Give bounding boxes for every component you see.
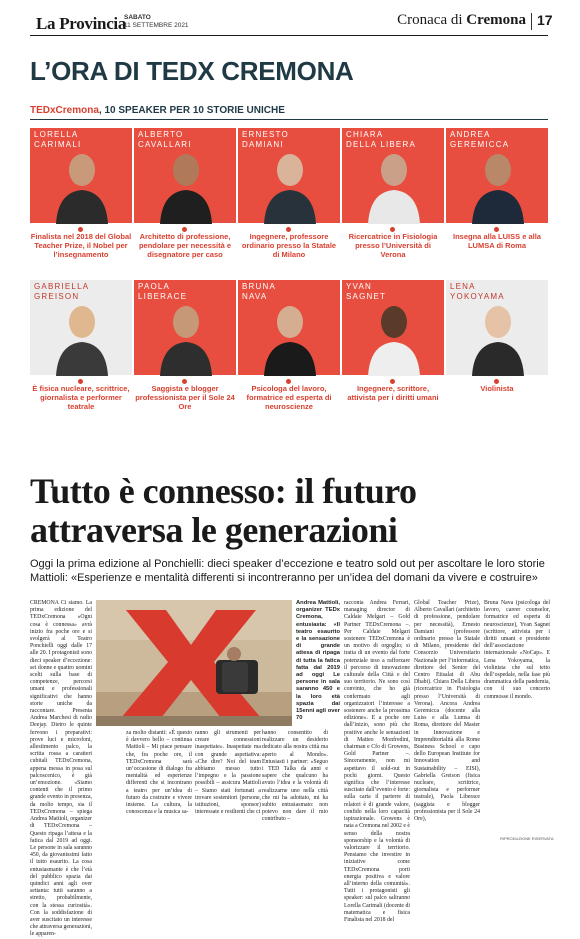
speaker-card xyxy=(446,280,548,420)
section-name xyxy=(376,12,526,29)
speaker-portrait xyxy=(364,144,424,224)
speaker-description: Violinista xyxy=(480,384,514,393)
speaker-portrait xyxy=(468,144,528,224)
speaker-portrait xyxy=(52,144,112,224)
speaker-card xyxy=(134,280,236,420)
speaker-first-name: ALBERTO xyxy=(138,130,184,139)
speaker-card xyxy=(238,280,340,420)
subtitle-rule xyxy=(30,119,548,120)
speaker-card xyxy=(342,280,444,420)
speaker-name xyxy=(136,282,189,302)
speaker-last-name: CAVALLARI xyxy=(138,140,192,149)
paper-name: La Provincia xyxy=(36,14,127,33)
feature-subtitle-rest: , 10 SPEAKER PER 10 STORIE UNICHE xyxy=(98,105,285,116)
speaker-description: Psicologa del lavoro, formatrice ed esperta di neuroscienze xyxy=(246,384,332,411)
speaker-description: Insegna alla LUISS e alla LUMSA di Roma xyxy=(453,232,541,250)
photo-caption: Andrea Mattioli, organizer TEDx Cremona, entusiasta: «Il teatro esaurito e la sensazione di grande attesa di ripaga di tutta la fatica fatta dal 2019 ad oggi Le persone in sala saranno 450 e la loro età spazia dai 15enni agli over 70 xyxy=(296,600,340,722)
speaker-portrait xyxy=(364,296,424,376)
paper-day: SABATO xyxy=(124,14,151,21)
masthead xyxy=(0,0,580,54)
speaker-description: Architetto di professione, pendolare per necessità e disegnatore per caso xyxy=(138,232,232,259)
speaker-first-name: ANDREA xyxy=(450,130,491,139)
article-deck: Oggi la prima edizione al Ponchielli: dieci speaker d’eccezione e teatro sold out per ascoltare le loro storie Mattioli: «Esperienze e mentalità differenti si incontreranno per un’idea del domani da vivere e costruire» xyxy=(30,558,545,584)
speaker-last-name: NAVA xyxy=(242,292,268,301)
stage-photo xyxy=(96,600,292,726)
speaker-card xyxy=(30,128,132,268)
speaker-description: Finalista nel 2018 del Global Teacher Prize, il Nobel per l’insegnamento xyxy=(30,232,132,259)
stage-photo-illustration xyxy=(96,600,292,726)
speaker-last-name: DELLA LIBERA xyxy=(346,140,416,149)
speaker-portrait xyxy=(156,144,216,224)
speaker-first-name: BRUNA xyxy=(242,282,277,291)
speaker-first-name: CHIARA xyxy=(346,130,384,139)
speaker-name xyxy=(240,130,291,150)
article-column-4: racconta Andrea Ferrari, managing director di Caldaie Melgari – Gold Partner TEDxCremona –. Per Caldaie Melgari sostenere TEDxCremona è un motivo di orgoglio; si tratta di un evento dal forte potenziale teso a rafforzare il percorso di innovazione culturale della Città e del suo territorio. Ne sono così convinto, che ho già confermato agli organizzatori l’interesse a sostenere anche la prossima edizione». E a poche ore dall’inizio, sono più che positive anche le sensazioni di Matteo Monfredini, chairman e Cfo di Growens, Gold Partner –. Sinceramente, non mi aspettavo il sold-out in pochi giorni. Questo significa che l’interesse suscitato dall’evento è forte: sulla carta il parterre di relatori è di grande valore, confido nella loro capacità ispirazionale. Growens è nata a Cremona nel 2002 e è senso della nostra sponsorship e la volontà di valorizzare il territorio. Pensiamo che investire in iniziative come TEDxCremona porti energia positiva e valore all’interno della comunità». Tutti i protagonisti gli speaker: sul palco saliranno Lorella Carimali (docente di matematica e fisica Finalista nel 2018 del xyxy=(344,600,410,923)
article-column-3b: hanno consentito di realizzare un desiderio dedicato alla nostra città ma aperto al Mondo». Entusiasti i partner: «Seguo i TED Talks da anni e sapere che qualcuno ha avuto l’idea e la volontà di realizzarne uno nella città che mi ha adottato, mi ha subito entusiasmato: non potevo non dare il mio contributo – xyxy=(262,730,328,823)
paper-date xyxy=(124,14,189,30)
speaker-first-name: YVAN xyxy=(346,282,372,291)
feature-title: L’ORA DI TEDX CREMONA xyxy=(30,56,354,86)
section-city: Cremona xyxy=(466,12,526,28)
speaker-description: Saggista e blogger professionista per il Sole 24 Ore xyxy=(135,384,235,411)
speaker-portrait xyxy=(260,144,320,224)
page-separator xyxy=(531,13,532,30)
paper-date-text: 11 SETTEMBRE 2021 xyxy=(124,22,189,29)
article-column-3: ranno gli strumenti per creare connessioni inaspettate». Inaspettate ma con grande aspettativa: «Che dire? Noi del team abbiamo messo tutto l’impegno e la passione possibili – assicura Mattioli – Siamo stati fortunati a trovare sostenitori (persone, istituzioni, sponsor) interessate e resilienti che ci xyxy=(195,730,261,816)
speaker-first-name: GABRIELLA xyxy=(34,282,90,291)
feature-subtitle-event: TEDxCremona xyxy=(30,105,99,116)
speaker-card xyxy=(238,128,340,268)
speaker-name xyxy=(32,282,91,302)
speaker-first-name: ERNESTO xyxy=(242,130,289,139)
speaker-name xyxy=(136,130,194,150)
speaker-description: Ricercatrice in Fisiologia presso l’Università di Verona xyxy=(348,232,438,259)
section-prefix: Cronaca di xyxy=(397,12,463,28)
speaker-last-name: CARIMALI xyxy=(34,140,82,149)
speaker-name xyxy=(344,282,388,302)
speaker-card xyxy=(342,128,444,268)
speaker-last-name: SAGNET xyxy=(346,292,387,301)
speaker-description: Ingegnere, professore ordinario presso la Statale di Milano xyxy=(241,232,337,259)
speaker-first-name: LORELLA xyxy=(34,130,79,139)
speaker-name xyxy=(240,282,278,302)
copyright-credit: RIPRODUZIONE RISERVATA xyxy=(500,836,554,841)
speaker-last-name: LIBERACE xyxy=(138,292,188,301)
speaker-last-name: GEREMICCA xyxy=(450,140,510,149)
article-column-2: za molto distanti: «È questo è davvero bello – continua Mattioli – Mi piace pensare che, fra poche ore, il TEDxCremona sarà un’occasione di dialogo fra mentalità ed esperienze differenti che si incontrano a teatro per un’idea di futuro da costruire e vivere insieme. La cultura, la conoscenza e la musica sa- xyxy=(126,730,192,816)
page-number: 17 xyxy=(537,12,553,28)
speaker-first-name: LENA xyxy=(450,282,476,291)
speaker-name xyxy=(344,130,418,150)
speaker-name xyxy=(448,282,507,302)
article-headline: Tutto è connesso: il futuro attraversa le generazioni xyxy=(30,471,417,550)
speaker-name xyxy=(32,130,83,150)
speaker-description: Ingegnere, scrittore, attivista per i diritti umani xyxy=(347,384,439,402)
speaker-portrait xyxy=(468,296,528,376)
speaker-first-name: PAOLA xyxy=(138,282,171,291)
speaker-card xyxy=(446,128,548,268)
article-column-1: CREMONA Ci siamo. La prima edizione del TEDxCremona «Ogni cosa è connessa» avrà inizio fra poche ore e si svolgerà al Teatro Ponchielli oggi dalle 17 alle 20. I protagonisti sono dieci speaker d’eccezione: sei donne e quattro uomini scelti sulla base di competenze, percorsi umani e professionali significativi che hanno storie uniche da raccontare. Presenta Andrea Marchesi di radio Deejay. Dietro le quinte fervono i preparativi: prove luci e microfoni, allestimento palco, la scritta rossa a caratteri cubitali TEDxCremona, appena messa in posa sul palcoscenico, è già un’emozione. «Siamo contenti che il primo grande evento in presenza, da molto tempo, sia il TEDxCremona – spiega Andrea Mattioli, organizer di TEDxCremona – Questo ripaga l’attesa e la fatica dal 2019 ad oggi. Le persone in sala saranno 450, da giovanissimi fatto il tutto esaurito. La cosa entusiasmante è che l’età del pubblico spazia dai quindici anni agli over settanta: tutti saranno a stretto, probabilmente, con la stessa curiosità». Con la soddisfazione di aver suscitato un interesse che attraversa generazioni, le apparen- xyxy=(30,600,92,938)
speaker-portrait xyxy=(156,296,216,376)
speaker-description: È fisica nucleare, scrittrice, giornalista e performer teatrale xyxy=(32,384,130,411)
speaker-card xyxy=(30,280,132,420)
speaker-portrait xyxy=(260,296,320,376)
speaker-name xyxy=(448,130,511,150)
speaker-last-name: GREISON xyxy=(34,292,80,301)
masthead-rule xyxy=(30,35,548,36)
article-column-6: Bruna Nava (psicologa del lavoro, career counselor, formatrice ed esperta di neuroscienze), Yvan Sagnet (scrittore, attivista per i diritti umani e presidente dell’associazione internazionale «NoCap». E Lena Yokoyama, la violinista che sul tetto dell’ospedale, nella fase più drammatica della pandemia, con il suo concerto commosse il mondo. xyxy=(484,600,550,700)
speaker-card xyxy=(134,128,236,268)
speaker-last-name: YOKOYAMA xyxy=(450,292,505,301)
article-column-5: Global Teacher Prize), Alberto Cavallari (architetto di professione, pendolare per necessità), Ernesto Damiani (professore ordinario presso la Statale di Milano, presidente del Consorzio Universitario Nazionale per l’informatica, direttore del Senior del Centro Etisalat di Abu Dhabi). Chiara Della Libera (ricercatrice in Fisiologia presso l’Università di Verona). Ancora Andrea Geremicca (docente alla Luiss e alla Lumsa di Roma, direttore del Master in Innovazione e Imprenditorialità alla Rome Business School e capo dello European Institute for Innovation and Sustainability – EISI), Gabriella Greison (fisica nucleare, scrittrice, giornalista e performer teatrale), Paola Liberace (saggista e blogger professionista per il Sole 24 Ore), xyxy=(414,600,480,823)
feature-subtitle xyxy=(30,105,285,116)
speaker-portrait xyxy=(52,296,112,376)
speaker-last-name: DAMIANI xyxy=(242,140,284,149)
